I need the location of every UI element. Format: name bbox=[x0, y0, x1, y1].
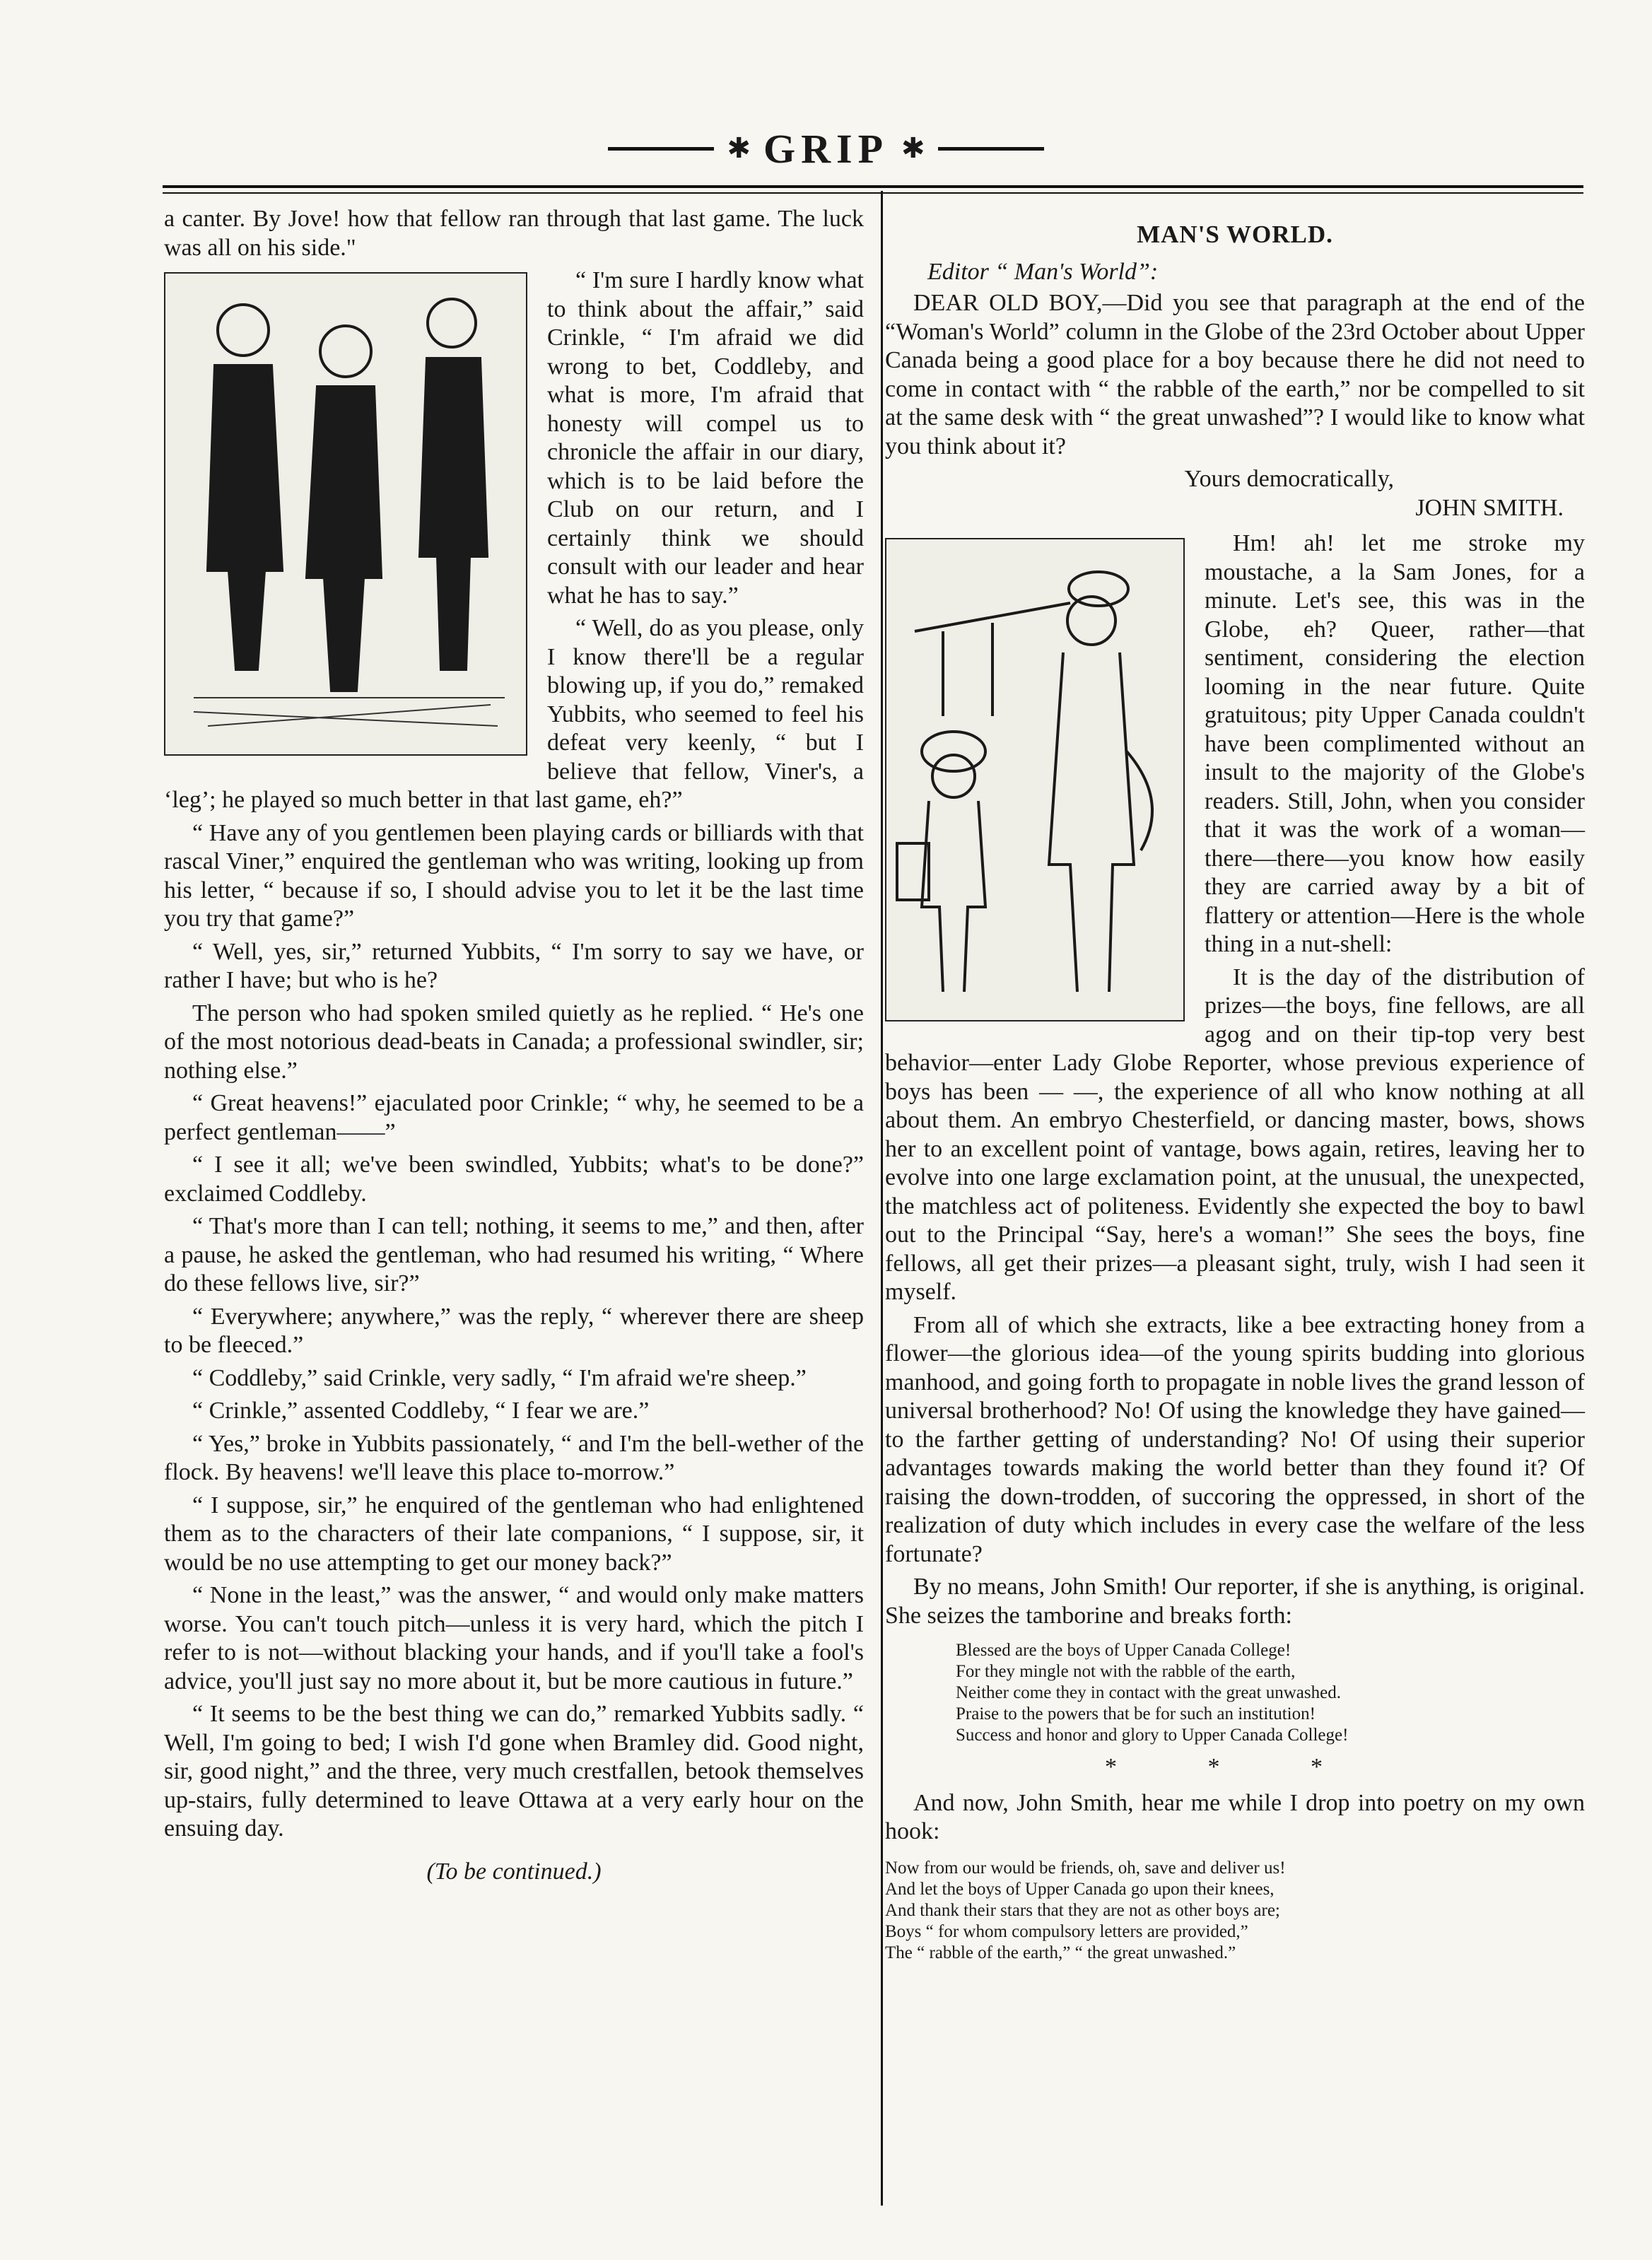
verse-line: Praise to the powers that be for such an institution! bbox=[956, 1704, 1316, 1723]
paragraph: “ That's more than I can tell; nothing, it seems to me,” and then, after a pause, he asked the gentleman, who had resumed his writing, “ Where do these fellows live, sir?” bbox=[164, 1213, 864, 1296]
paragraph: “ Have any of you gentlemen been playing cards or billiards with that rascal Viner,” enquired the gentleman who was writing, looking up from his letter, “ because if so, I should advise you to let it be the last time you try that game?” bbox=[164, 819, 864, 932]
verse-block bbox=[885, 1858, 1585, 1964]
paragraph: “ Well, yes, sir,” returned Yubbits, “ I'm sorry to say we have, or rather I have; but who is he? bbox=[164, 938, 864, 993]
signature: JOHN SMITH. bbox=[1415, 494, 1564, 521]
two-boys-sketch-icon bbox=[886, 539, 1183, 1020]
masthead-rule-left bbox=[608, 147, 714, 151]
verse-line: Boys “ for whom compulsory letters are provided,” bbox=[885, 1921, 1248, 1941]
illustration-two-boys bbox=[885, 538, 1185, 1021]
verse-line: Now from our would be friends, oh, save and deliver us! bbox=[885, 1858, 1286, 1878]
masthead bbox=[0, 120, 1652, 177]
header-rule bbox=[163, 185, 1583, 188]
verse-line: The “ rabble of the earth,” “ the great unwashed.” bbox=[885, 1943, 1236, 1962]
paragraph: Hm! ah! let me stroke my moustache, a la Sam Jones, for a minute. Let's see, this was in the Globe, eh? Queer, rather—that sentiment, considering the election looming in the near future. Quite gratuitous; pity Upper Canada couldn't have been complimented without an insult to the majority of the Globe's readers. Still, John, when you consider that it was the work of a woman—there—there—you know how easily they are carried away by a bit of flattery or attention—Here is the whole thing in a nut-shell: bbox=[1205, 530, 1585, 957]
paragraph: And now, John Smith, hear me while I drop into poetry on my own hook: bbox=[885, 1789, 1585, 1844]
paragraph: “ None in the least,” was the answer, “ and would only make matters worse. You can't touch pitch—unless it is very hard, which the pitch I refer to is not—without blacking your hands, and if you'll take a fool's advice, you'll just say no more about it, but be more cautious in future.” bbox=[164, 1582, 864, 1694]
verse-line: For they mingle not with the rabble of the earth, bbox=[956, 1662, 1296, 1681]
section-break-stars: * * * bbox=[1105, 1754, 1365, 1780]
paragraph: “ It seems to be the best thing we can do,” remarked Yubbits sadly. “ Well, I'm going to bed; I wish I'd gone when Bramley did. Good night, sir, good night,” and the three, very much crestfallen, betook themselves up-stairs, fully determined to leave Ottawa at a very early hour on the ensuing day. bbox=[164, 1701, 864, 1842]
right-column bbox=[885, 205, 1585, 1964]
star-ornament-icon: ✱ bbox=[901, 132, 925, 164]
paragraph: “ I see it all; we've been swindled, Yubbits; what's to be done?” exclaimed Coddleby. bbox=[164, 1152, 864, 1207]
paragraph: “ Yes,” broke in Yubbits passionately, “ and I'm the bell-wether of the flock. By heavens! we'll leave this place to-morrow.” bbox=[164, 1430, 864, 1485]
masthead-rule-right bbox=[938, 147, 1044, 151]
paragraph: “ Everywhere; anywhere,” was the reply, “ wherever there are sheep to be fleeced.” bbox=[164, 1303, 864, 1358]
verse-line: And let the boys of Upper Canada go upon their knees, bbox=[885, 1879, 1275, 1899]
section-heading: MAN'S WORLD. bbox=[1137, 221, 1333, 248]
header-rule-thin bbox=[163, 192, 1583, 194]
verse-line: Success and honor and glory to Upper Canada College! bbox=[956, 1726, 1349, 1745]
paragraph: “ I'm sure I hardly know what to think about the affair,” said Crinkle, “ I'm afraid we did wrong to bet, Coddleby, and what is more, I'm afraid that honesty will compel us to chronicle the affair in our diary, which is to be laid before the Club on our return, and I certainly think we should consult with our leader and hear what he has to say.” bbox=[547, 267, 864, 609]
illustration-three-men bbox=[164, 272, 527, 756]
to-be-continued: (To be continued.) bbox=[426, 1858, 602, 1885]
paragraph: “ Crinkle,” assented Coddleby, “ I fear we are.” bbox=[192, 1398, 650, 1424]
verse-block bbox=[956, 1640, 1585, 1746]
verse-line: And thank their stars that they are not as other boys are; bbox=[885, 1900, 1280, 1920]
signoff: Yours democratically, bbox=[1184, 466, 1394, 492]
salutation: Editor “ Man's World”: bbox=[927, 258, 1159, 285]
paragraph: The person who had spoken smiled quietly as he replied. “ He's one of the most notorious dead-beats in Canada; a professional swindler, sir; nothing else.” bbox=[164, 1000, 864, 1084]
column-divider bbox=[881, 191, 883, 2206]
paragraph: “ Coddleby,” said Crinkle, very sadly, “ I'm afraid we're sheep.” bbox=[192, 1364, 807, 1391]
star-ornament-icon: ✱ bbox=[727, 132, 751, 164]
masthead-title: GRIP bbox=[763, 125, 889, 172]
paragraph: “ Well, do as you please, only I know there'll be a regular blowing up, if you do,” remaked Yubbits, who seemed to feel his defeat very keenly, “ but I believe that fellow, Viner's, a ‘leg’; he played so much better in that last game, eh?” bbox=[164, 615, 864, 813]
paragraph: “ Great heavens!” ejaculated poor Crinkle; “ why, he seemed to be a perfect gentleman——” bbox=[164, 1090, 864, 1145]
verse-line: Neither come they in contact with the great unwashed. bbox=[956, 1683, 1341, 1702]
left-column bbox=[164, 205, 864, 1886]
verse-line: Blessed are the boys of Upper Canada College! bbox=[956, 1641, 1291, 1660]
paragraph: a canter. By Jove! how that fellow ran through that last game. The luck was all on his side." bbox=[164, 206, 864, 261]
three-men-sketch-icon bbox=[165, 274, 526, 754]
letter-body: DEAR OLD BOY,—Did you see that paragraph at the end of the “Woman's World” column in the Globe of the 23rd October about Upper Canada being a good place for a boy because there he did not need to come in contact with “ the rabble of the earth,” nor be compelled to sit at the same desk with “ the great unwashed”? I would like to know what you think about it? bbox=[885, 290, 1585, 459]
paragraph: By no means, John Smith! Our reporter, if she is anything, is original. She seizes the tamborine and breaks forth: bbox=[885, 1574, 1585, 1629]
paragraph: “ I suppose, sir,” he enquired of the gentleman who had enlightened them as to the characters of their late companions, “ I suppose, sir, it would be no use attempting to get our money back?” bbox=[164, 1492, 864, 1576]
paragraph: It is the day of the distribution of prizes—the boys, fine fellows, are all agog and on their tip-top very best behavior—enter Lady Globe Reporter, whose previous experience of boys has been — —, the experience of all who know nothing at all about them. An embryo Chesterfield, or dancing master, bows, shows her to an excellent point of vantage, bows again, retires, leaving her to evolve into one large exclamation point, at the unusual, the unexpected, the matchless act of politeness. Evidently she expected the boy to bawl out to the Principal “Say, here's a woman!” She sees the boys, fine fellows, all get their prizes—a pleasant sight, truly, wish I had seen it myself. bbox=[885, 964, 1585, 1305]
paragraph: From all of which she extracts, like a bee extracting honey from a flower—the glorious idea—of the young spirits budding into glorious manhood, and going forth to propagate in noble lives the grand lesson of universal brotherhood? No! Of using the knowledge they have gained—to the farther getting of understanding? No! Of using their superior advantages towards making the world better than they found it? Of raising the down-trodden, of succoring the oppressed, in short of the realization of duty which includes in every case the welfare of the less fortunate? bbox=[885, 1311, 1585, 1567]
